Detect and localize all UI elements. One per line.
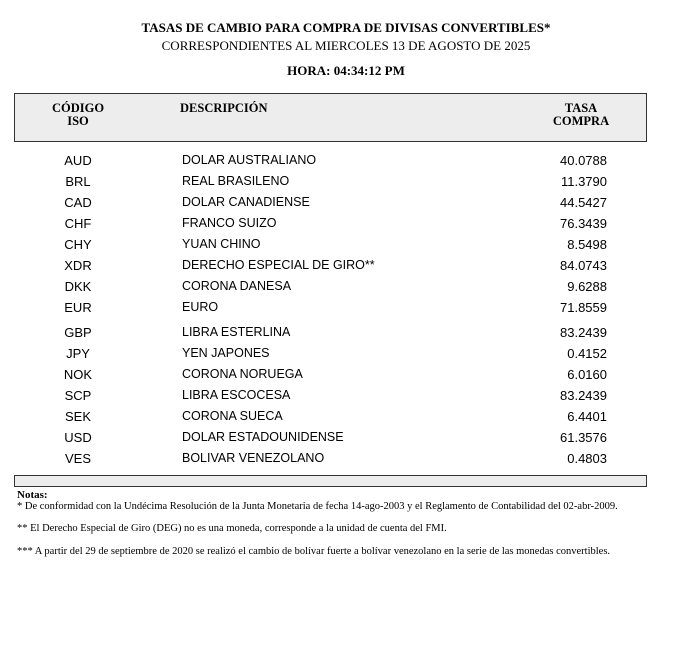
currency-description: LIBRA ESTERLINA: [182, 325, 291, 339]
currency-rate: 6.4401: [567, 409, 607, 424]
header-code: [43, 102, 113, 128]
table-row: [0, 258, 692, 278]
header-code-line1: CÓDIGO: [51, 101, 105, 115]
table-row: [0, 451, 692, 471]
table-row: [0, 279, 692, 299]
currency-rate: 11.3790: [560, 174, 607, 189]
currency-description: CORONA SUECA: [182, 409, 283, 423]
table-row: [0, 153, 692, 173]
currency-description: FRANCO SUIZO: [182, 216, 277, 230]
table-footer-bar: [14, 475, 647, 487]
table-row: [0, 300, 692, 320]
currency-rate: 9.6288: [567, 279, 607, 294]
currency-description: BOLIVAR VENEZOLANO: [182, 451, 325, 465]
currency-description: EURO: [182, 300, 219, 314]
currency-rate: 6.0160: [567, 367, 607, 382]
currency-rate: 61.3576: [560, 430, 607, 445]
currency-rate: 44.5427: [560, 195, 607, 210]
note-3: *** A partir del 29 de septiembre de 2020 se realizó el cambio de bolívar fuerte a bolívar venezolano en la serie de las monedas convertibles.: [17, 546, 611, 557]
table-row: [0, 367, 692, 387]
header-description: DESCRIPCIÓN: [180, 101, 268, 115]
notes-section: [17, 490, 657, 557]
header-rate: [550, 102, 612, 128]
currency-rate: 84.0743: [560, 258, 607, 273]
currency-code: SEK: [64, 409, 91, 424]
currency-code: AUD: [64, 153, 92, 168]
table-header: [14, 93, 647, 142]
table-row: [0, 409, 692, 429]
currency-description: DOLAR AUSTRALIANO: [182, 153, 317, 167]
currency-code: EUR: [64, 300, 92, 315]
currency-description: DOLAR CANADIENSE: [182, 195, 310, 209]
currency-description: REAL BRASILENO: [182, 174, 290, 188]
currency-description: YUAN CHINO: [182, 237, 261, 251]
note-2: ** El Derecho Especial de Giro (DEG) no es una moneda, corresponde a la unidad de cuenta del FMI.: [17, 523, 447, 534]
page-title: TASAS DE CAMBIO PARA COMPRA DE DIVISAS CONVERTIBLES*: [141, 20, 551, 35]
table-row: [0, 237, 692, 257]
table-row: [0, 346, 692, 366]
table-row: [0, 430, 692, 450]
currency-rate: 71.8559: [560, 300, 607, 315]
time-label: HORA: 04:34:12 PM: [287, 63, 405, 78]
currency-rate: 0.4803: [567, 451, 607, 466]
note-1: * De conformidad con la Undécima Resolución de la Junta Monetaria de fecha 14-ago-2003 y el Reglamento de Contabilidad del 02-abr-2009.: [17, 501, 618, 512]
currency-description: YEN JAPONES: [182, 346, 270, 360]
notes-title: Notas:: [17, 489, 48, 501]
currency-rate: 40.0788: [560, 153, 607, 168]
page-subtitle: CORRESPONDIENTES AL MIERCOLES 13 DE AGOSTO DE 2025: [161, 38, 531, 53]
currency-code: SCP: [64, 388, 92, 403]
currency-rate: 83.2439: [560, 325, 607, 340]
currency-code: DKK: [64, 279, 92, 294]
currency-code: GBP: [64, 325, 92, 340]
currency-description: DERECHO ESPECIAL DE GIRO**: [182, 258, 375, 272]
currency-code: CHY: [64, 237, 92, 252]
currency-code: USD: [64, 430, 92, 445]
currency-code: XDR: [64, 258, 92, 273]
table-row: [0, 388, 692, 408]
currency-description: DOLAR ESTADOUNIDENSE: [182, 430, 344, 444]
currency-description: CORONA NORUEGA: [182, 367, 303, 381]
table-row: [0, 216, 692, 236]
currency-code: CAD: [64, 195, 92, 210]
currency-description: CORONA DANESA: [182, 279, 292, 293]
currency-code: NOK: [63, 367, 93, 382]
currency-code: CHF: [64, 216, 92, 231]
currency-rate: 0.4152: [567, 346, 607, 361]
currency-code: VES: [64, 451, 91, 466]
table-row: [0, 174, 692, 194]
currency-rate: 83.2439: [560, 388, 607, 403]
currency-code: BRL: [65, 174, 91, 189]
currency-description: LIBRA ESCOCESA: [182, 388, 291, 402]
table-row: [0, 325, 692, 345]
currency-rate: 8.5498: [567, 237, 607, 252]
currency-code: JPY: [66, 346, 90, 361]
table-row: [0, 195, 692, 215]
header-rate-line2: COMPRA: [552, 114, 610, 128]
header-rate-line1: TASA: [564, 101, 598, 115]
currency-rate: 76.3439: [560, 216, 607, 231]
header-code-line2: ISO: [67, 114, 89, 128]
